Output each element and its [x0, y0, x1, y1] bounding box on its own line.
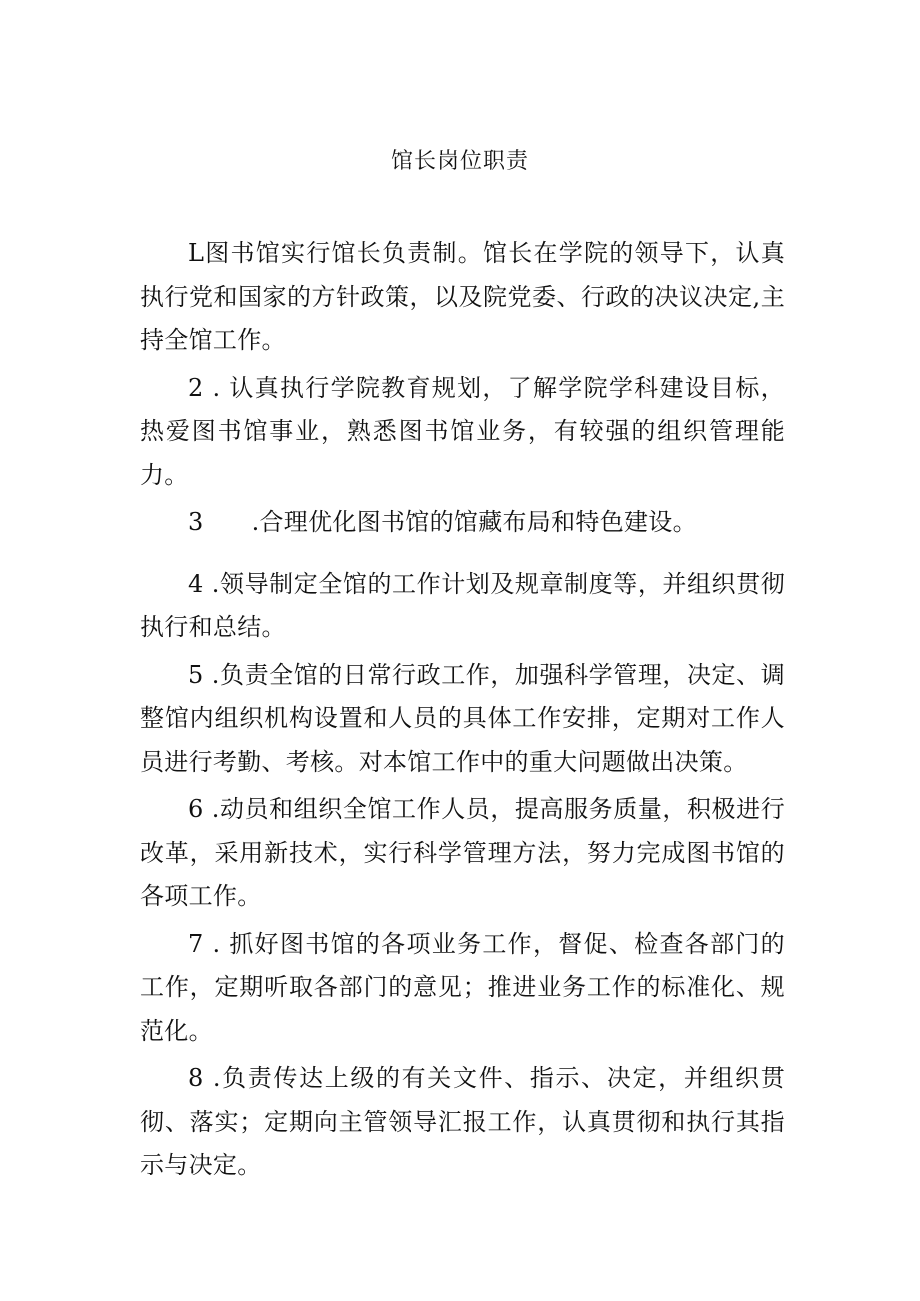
duty-text: 图书馆实行馆长负责制。馆长在学院的领导下，认真执行党和国家的方针政策，以及院党委、行政的决议决定,主持全馆工作。: [140, 239, 785, 354]
duty-text: . 认真执行学院教育规划，了解学院学科建设目标，热爱图书馆事业，熟悉图书馆业务，有较强的组织管理能力。: [140, 373, 785, 489]
duty-item-1: [140, 232, 785, 363]
duty-text: .动员和组织全馆工作人员，提高服务质量，积极进行改革，采用新技术，实行科学管理方法，努力完成图书馆的各项工作。: [140, 795, 786, 910]
duty-number: 7: [188, 929, 204, 958]
duty-item-8: [140, 1057, 785, 1188]
duty-text: .负责传达上级的有关文件、指示、决定，并组织贯彻、落实；定期向主管领导汇报工作，认真贯彻和执行其指示与决定。: [140, 1064, 785, 1179]
duty-item-6: [140, 788, 785, 919]
duty-list: [140, 232, 785, 1192]
duty-item-2: [140, 367, 785, 498]
page-title: 馆长岗位职责: [390, 149, 529, 174]
duty-number: 6: [188, 795, 204, 823]
duty-number: 8: [188, 1064, 204, 1092]
duty-number: 5: [188, 660, 204, 689]
duty-item-5: [140, 654, 785, 785]
duty-number: L: [188, 239, 205, 267]
duty-text: .合理优化图书馆的馆藏布局和特色建设。: [251, 508, 697, 536]
duty-number: 4: [188, 569, 204, 598]
duty-text: .领导制定全馆的工作计划及规章制度等，并组织贯彻执行和总结。: [140, 569, 786, 641]
duty-item-3: [140, 501, 785, 545]
duty-item-7: [140, 923, 785, 1054]
duty-number: 3: [188, 508, 204, 536]
duty-text: .负责全馆的日常行政工作，加强科学管理，决定、调整馆内组织机构设置和人员的具体工作安排，定期对工作人员进行考勤、考核。对本馆工作中的重大问题做出决策。: [140, 660, 786, 776]
duty-number: 2: [188, 373, 204, 402]
duty-text: . 抓好图书馆的各项业务工作，督促、检查各部门的工作，定期听取各部门的意见；推进业务工作的标准化、规范化。: [140, 929, 785, 1045]
duty-item-4: [140, 563, 785, 650]
